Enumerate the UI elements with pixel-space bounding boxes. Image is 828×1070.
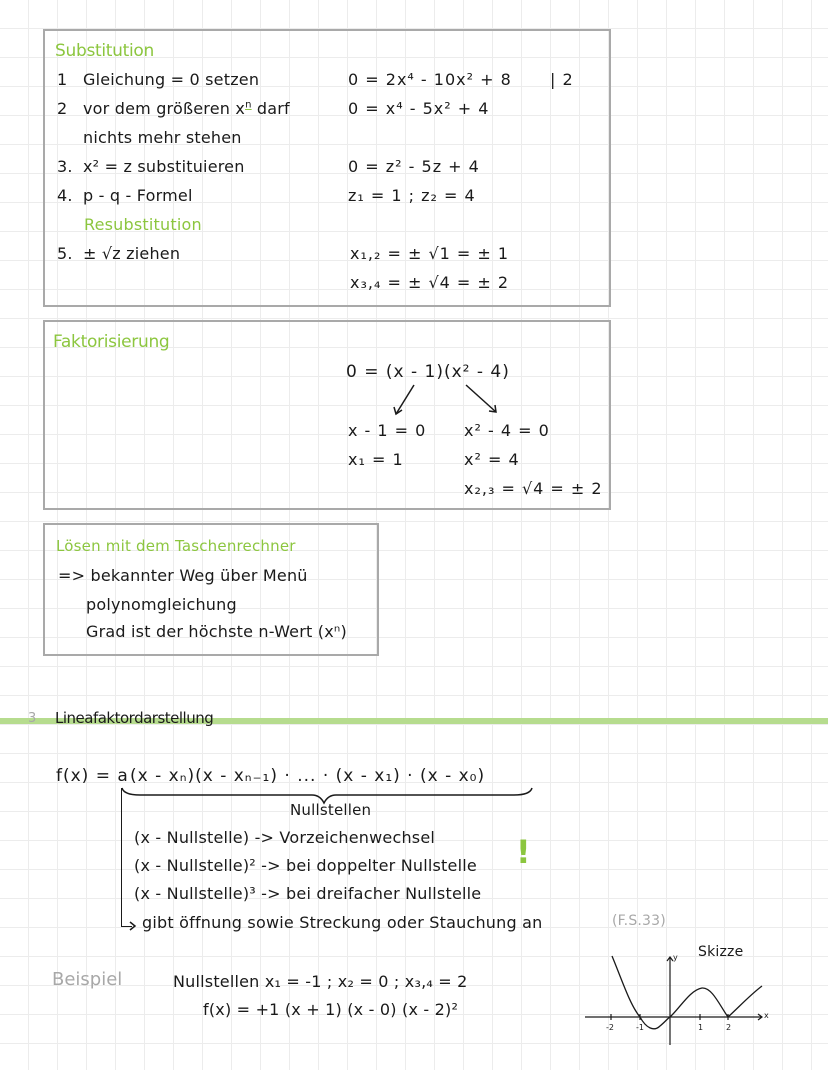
exponent-n: n	[245, 99, 252, 111]
function-sketch-graph	[580, 940, 780, 1050]
left-branch-eq-2: x₁ = 1	[348, 450, 404, 469]
rule-triple-root: (x - Nullstelle)³ -> bei dreifacher Nullstelle	[134, 884, 482, 903]
formula-rhs: (x - xₙ)(x - xₙ₋₁) · ... · (x - x₁) · (x - x₀)	[130, 766, 486, 786]
beispiel-function: f(x) = +1 (x + 1) (x - 0) (x - 2)²	[203, 1000, 459, 1019]
step-5	[57, 244, 180, 263]
formula-lhs: f(x) = a	[56, 766, 129, 786]
factored-equation: 0 = (x - 1)(x² - 4)	[346, 362, 510, 382]
step-text: vor dem größeren x	[83, 99, 246, 118]
faktorisierung-title: Faktorisierung	[53, 332, 170, 352]
rule-single-root: (x - Nullstelle) -> Vorzeichenwechsel	[134, 828, 436, 847]
step-number: 3.	[57, 157, 73, 176]
beispiel-nullstellen: Nullstellen x₁ = -1 ; x₂ = 0 ; x₃,₄ = 2	[173, 972, 468, 991]
step-text: nichts mehr stehen	[83, 128, 242, 147]
sketch-tick-1: 1	[698, 1023, 704, 1032]
equation-simplified: 0 = x⁴ - 5x² + 4	[348, 99, 490, 118]
taschenrechner-title: Lösen mit dem Taschenrechner	[56, 537, 296, 555]
substitution-title: Substitution	[55, 41, 155, 61]
formula-reference: (F.S.33)	[612, 913, 666, 929]
step-2	[57, 99, 290, 118]
sketch-axis-x-label: x	[764, 1011, 769, 1020]
section-heading: Lineafaktordarstellung	[55, 709, 214, 727]
sketch-tick-2: 2	[726, 1023, 732, 1032]
left-branch-eq-1: x - 1 = 0	[348, 421, 427, 440]
step-3	[57, 157, 245, 176]
step-number: 4.	[57, 186, 73, 205]
beispiel-label: Beispiel	[52, 969, 123, 990]
exclamation-mark-icon: !	[516, 833, 531, 871]
sketch-axis-y-label: y	[673, 953, 678, 962]
divide-note: | 2	[550, 70, 574, 89]
right-branch-eq-3: x₂,₃ = √4 = ± 2	[464, 479, 603, 498]
equation-original: 0 = 2x⁴ - 10x² + 8	[348, 70, 512, 89]
equation-x12: x₁,₂ = ± √1 = ± 1	[350, 244, 510, 263]
step-2-continued	[83, 128, 242, 147]
step-4	[57, 186, 193, 205]
rule-double-root: (x - Nullstelle)² -> bei doppelter Nullstelle	[134, 856, 477, 875]
step-1	[57, 70, 259, 89]
a-connector-line	[121, 788, 132, 927]
right-branch-eq-2: x² = 4	[464, 450, 520, 469]
right-branch-eq-1: x² - 4 = 0	[464, 421, 550, 440]
sketch-title: Skizze	[698, 944, 744, 960]
step-number: 2	[57, 99, 68, 118]
taschenrechner-line-1: => bekannter Weg über Menü	[58, 566, 308, 585]
sketch-tick-minus-2: -2	[606, 1023, 614, 1032]
step-number: 5.	[57, 244, 73, 263]
step-text: ± √z ziehen	[83, 244, 181, 263]
brace-label-nullstellen: Nullstellen	[290, 801, 372, 819]
step-number: 1	[57, 70, 68, 89]
a-note: gibt öffnung sowie Streckung oder Stauchung an	[142, 913, 543, 932]
equation-substituted: 0 = z² - 5z + 4	[348, 157, 480, 176]
split-arrows-icon	[380, 380, 510, 425]
step-text: x² = z substituieren	[83, 157, 245, 176]
arrow-right-icon	[128, 920, 138, 932]
step-text: p - q - Formel	[83, 186, 193, 205]
sketch-tick-minus-1: -1	[636, 1023, 644, 1032]
equation-z-solutions: z₁ = 1 ; z₂ = 4	[348, 186, 476, 205]
taschenrechner-line-2: polynomgleichung	[86, 595, 237, 614]
step-text-continued: darf	[251, 99, 290, 118]
equation-x34: x₃,₄ = ± √4 = ± 2	[350, 273, 510, 292]
step-text: Gleichung = 0 setzen	[83, 70, 260, 89]
section-number: 3	[28, 711, 37, 726]
taschenrechner-line-3: Grad ist der höchste n-Wert (xⁿ)	[86, 622, 347, 641]
resubstitution-label: Resubstitution	[84, 215, 202, 234]
